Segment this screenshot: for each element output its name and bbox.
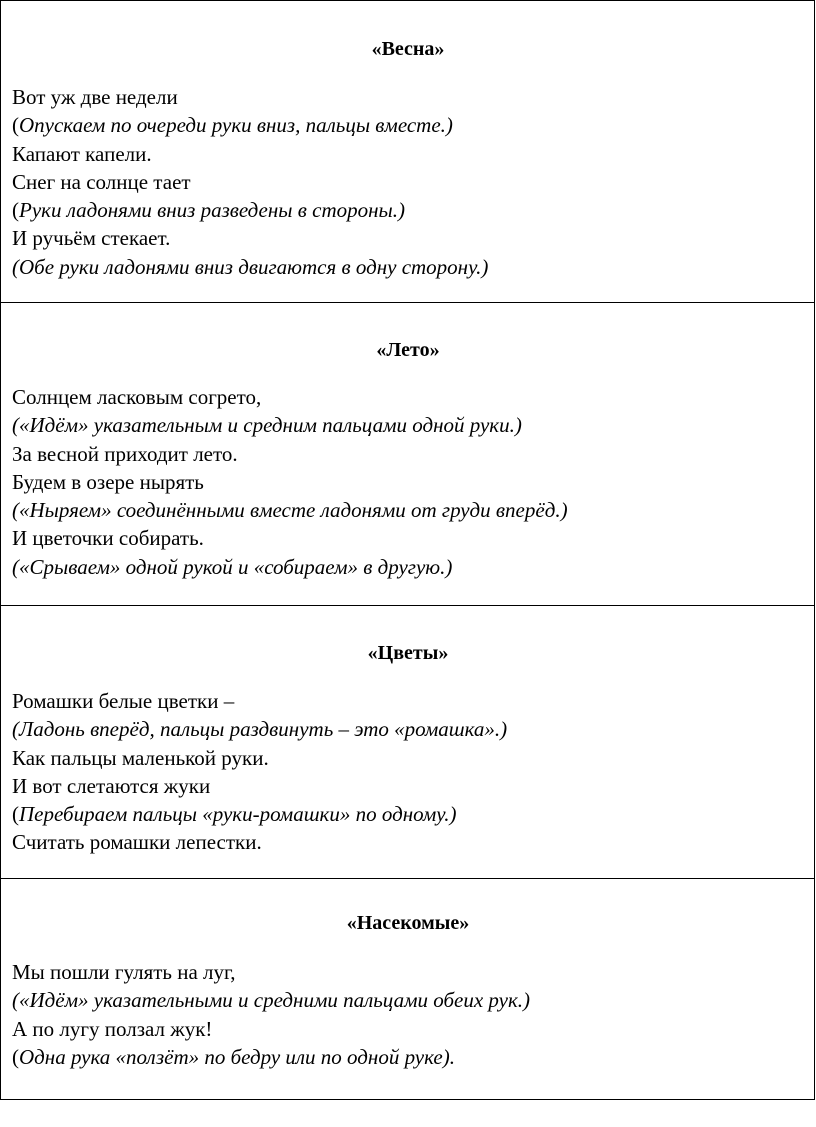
verse-line: Вот уж две недели [12, 85, 178, 109]
verse-line: За весной приходит лето. [12, 441, 238, 466]
instruction-text: Перебираем пальцы «руки-ромашки» по одному.) [19, 802, 457, 827]
instruction-text: Одна рука «ползёт» по бедру или по одной руке). [19, 1044, 455, 1069]
verse-line: Капают капели. [12, 141, 152, 166]
instruction-line: (Ладонь вперёд, пальцы раздвинуть – это «ромашка».) [12, 717, 508, 742]
card-title: «Весна» [371, 38, 445, 60]
card-summer [1, 302, 814, 605]
card-flowers [1, 605, 814, 878]
card-title: «Цветы» [367, 642, 449, 664]
card-title: «Лето» [376, 339, 440, 361]
card-insects [1, 878, 814, 1100]
verse-line: И вот слетаются жуки [12, 773, 211, 798]
verse-line: Ромашки белые цветки – [12, 689, 235, 713]
instruction-line [12, 800, 804, 828]
rhyme-lines [12, 83, 804, 281]
rhyme-lines [12, 958, 804, 1071]
verse-line: Снег на солнце тает [12, 169, 191, 194]
instruction-line: («Срываем» одной рукой и «собираем» в другую.) [12, 554, 453, 579]
verse-line: И ручьём стекает. [12, 226, 171, 251]
instruction-text: Руки ладонями вниз разведены в стороны.) [19, 198, 405, 223]
rhyme-lines [12, 383, 804, 581]
verse-line: Солнцем ласковым согрето, [12, 385, 262, 409]
verse-line: Как пальцы маленькой руки. [12, 745, 269, 770]
instruction-line: («Ныряем» соединёнными вместе ладонями от груди вперёд.) [12, 498, 568, 523]
instruction-line [12, 111, 804, 139]
card-title: «Насекомые» [346, 912, 470, 934]
verse-line: И цветочки собирать. [12, 526, 204, 551]
instruction-line: («Идём» указательными и средними пальцами обеих рук.) [12, 988, 531, 1013]
instruction-line [12, 1043, 804, 1071]
verse-line: А по лугу ползал жук! [12, 1016, 213, 1041]
verse-line: Будем в озере нырять [12, 469, 204, 494]
rhyme-lines [12, 687, 804, 857]
paren: ( [12, 1044, 19, 1069]
verse-line: Мы пошли гулять на луг, [12, 960, 236, 984]
instruction-line: (Обе руки ладонями вниз двигаются в одну сторону.) [12, 254, 489, 279]
paren: ( [12, 198, 19, 223]
instruction-line [12, 196, 804, 224]
paren: ( [12, 802, 19, 827]
card-spring [1, 0, 814, 302]
verse-line: Считать ромашки лепестки. [12, 830, 262, 855]
instruction-line: («Идём» указательным и средним пальцами одной руки.) [12, 413, 522, 438]
paren: ( [12, 113, 19, 138]
instruction-text: Опускаем по очереди руки вниз, пальцы вместе.) [19, 113, 453, 138]
